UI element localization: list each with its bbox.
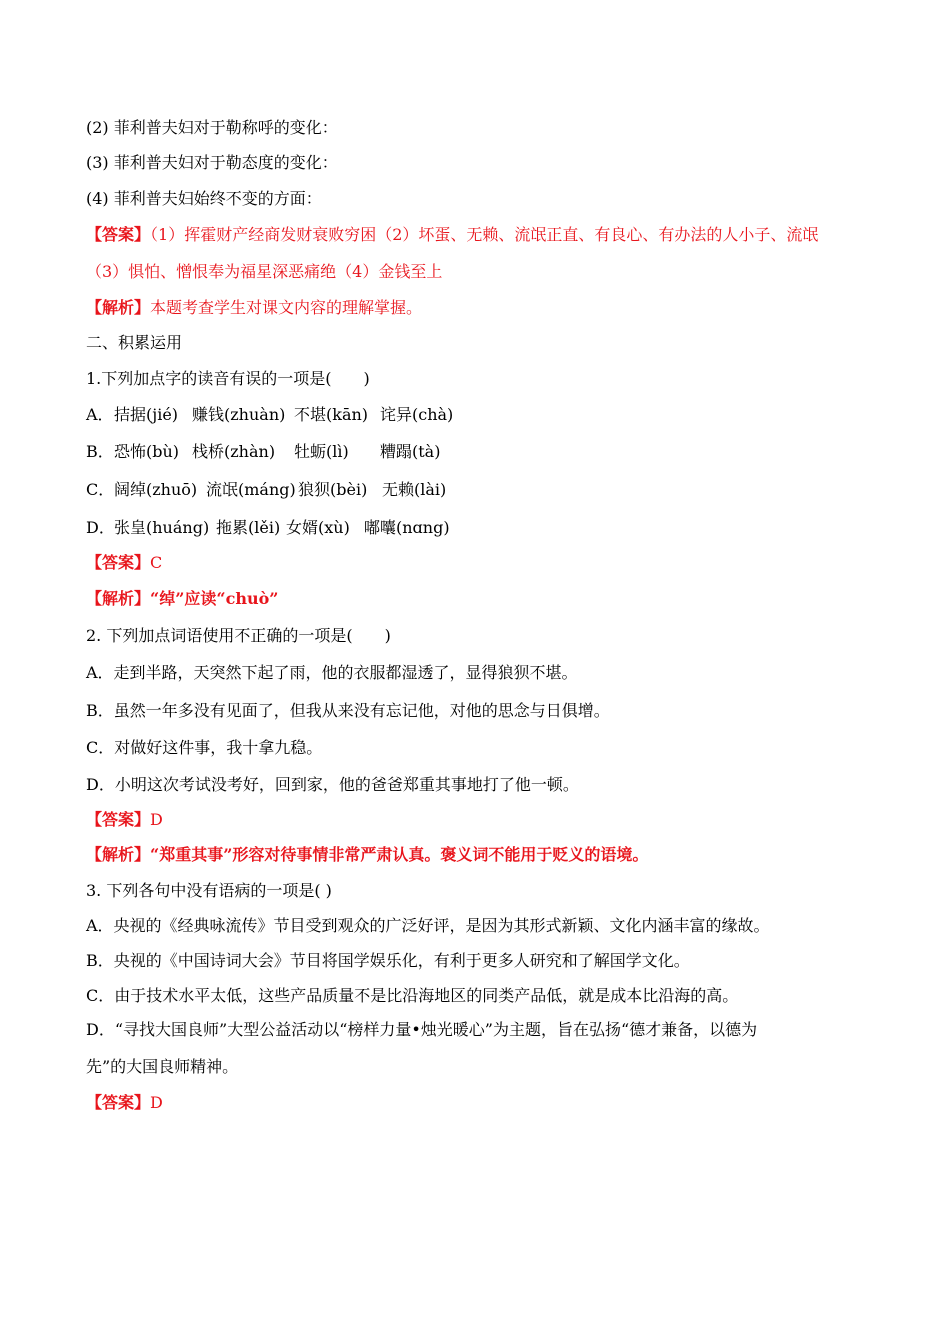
question-text: 3. 下列各句中没有语病的一项是( ): [86, 881, 332, 900]
answer-line: [86, 810, 163, 830]
question-line: [86, 189, 322, 209]
option-letter: D．: [86, 518, 115, 537]
question-stem: [86, 626, 391, 646]
explanation-tag: 【解析】: [86, 845, 151, 864]
option-line: [86, 1020, 757, 1040]
explanation-text: “绰”应读“chuò”: [150, 589, 279, 608]
option-letter: C．: [86, 480, 115, 499]
option-text: A．央视的《经典咏流传》节目受到观众的广泛好评，是因为其形式新颖、文化内涵丰富的缘故。: [86, 916, 770, 935]
option-row: [86, 442, 440, 462]
option-item: 阔绰(zhuō): [114, 480, 198, 499]
option-text: B．央视的《中国诗词大会》节目将国学娱乐化，有利于更多人研究和了解国学文化。: [86, 951, 690, 970]
question-text: (2) 菲利普夫妇对于勒称呼的变化：: [86, 118, 338, 137]
option-item: 不堪(kān): [294, 405, 369, 424]
option-text: B．虽然一年多没有见面了，但我从来没有忘记他，对他的思念与日俱增。: [86, 701, 610, 720]
option-letter: B．: [86, 442, 114, 461]
option-item: 糟蹋(tà): [380, 442, 441, 461]
answer-line: [86, 262, 442, 282]
option-line: [86, 1057, 238, 1077]
option-text: C．由于技术水平太低，这些产品质量不是比沿海地区的同类产品低，就是成本比沿海的高。: [86, 986, 739, 1005]
option-row: [86, 405, 453, 425]
option-text: C．对做好这件事，我十拿九稳。: [86, 738, 323, 757]
option-line: [86, 986, 738, 1006]
answer-text: D: [150, 1093, 163, 1112]
option-item: 拖累(lěi): [216, 518, 281, 537]
explanation-tag: 【解析】: [86, 589, 151, 608]
option-line: [86, 775, 579, 795]
section-heading: [86, 333, 182, 353]
answer-tag: 【答案】: [86, 810, 151, 829]
option-item: 拮据(jié): [114, 405, 179, 424]
option-row: [86, 480, 446, 500]
option-line: [86, 951, 690, 971]
option-item: 张皇(huáng): [114, 518, 210, 537]
option-item: 女婿(xù): [286, 518, 350, 537]
option-item: 无赖(lài): [382, 480, 447, 499]
option-item: 诧异(chà): [380, 405, 454, 424]
answer-line: [86, 1093, 163, 1113]
answer-line: [86, 553, 162, 573]
explanation-text: “郑重其事”形容对待事情非常严肃认真。褒义词不能用于贬义的语境。: [150, 845, 649, 864]
question-text: (4) 菲利普夫妇始终不变的方面：: [86, 189, 322, 208]
option-text: D．“寻找大国良师”大型公益活动以“榜样力量•烛光暖心”为主题，旨在弘扬“德才兼备，以德为: [86, 1020, 758, 1039]
question-stem: [86, 369, 370, 389]
option-item: 赚钱(zhuàn): [192, 405, 286, 424]
option-line: [86, 738, 322, 758]
answer-tag: 【答案】: [86, 1093, 151, 1112]
option-line: [86, 701, 610, 721]
option-text: 先”的大国良师精神。: [86, 1057, 239, 1076]
option-item: 恐怖(bù): [114, 442, 180, 461]
option-item: 栈桥(zhàn): [192, 442, 276, 461]
question-line: [86, 118, 338, 138]
question-text: 2. 下列加点词语使用不正确的一项是( ): [86, 626, 391, 645]
option-line: [86, 916, 770, 936]
answer-text: C: [150, 553, 163, 572]
explanation-line: [86, 298, 422, 318]
option-text: A．走到半路，天突然下起了雨，他的衣服都湿透了，显得狼狈不堪。: [86, 663, 578, 682]
question-stem: [86, 881, 332, 901]
option-letter: A．: [86, 405, 114, 424]
answer-tag: 【答案】: [86, 225, 151, 244]
explanation-line: [86, 845, 648, 865]
answer-tag: 【答案】: [86, 553, 151, 572]
explanation-text: 本题考查学生对课文内容的理解掌握。: [150, 298, 423, 317]
question-text: 1.下列加点字的读音有误的一项是( ): [86, 369, 370, 388]
explanation-line: [86, 589, 279, 609]
option-item: 嘟囔(nɑng): [364, 518, 450, 537]
answer-line: [86, 225, 818, 245]
option-item: 牡蛎(lì): [294, 442, 349, 461]
answer-text: （1）挥霍财产经商发财衰败穷困（2）坏蛋、无赖、流氓正直、有良心、有办法的人小子、流氓: [150, 225, 819, 244]
option-row: [86, 518, 450, 538]
question-line: [86, 153, 338, 173]
answer-text: （3）惧怕、憎恨奉为福星深恶痛绝（4）金钱至上: [86, 262, 443, 281]
option-line: [86, 663, 578, 683]
explanation-tag: 【解析】: [86, 298, 151, 317]
answer-text: D: [150, 810, 163, 829]
option-item: 流氓(máng): [206, 480, 296, 499]
question-text: (3) 菲利普夫妇对于勒态度的变化：: [86, 153, 338, 172]
section-title: 二、积累运用: [86, 333, 183, 352]
option-item: 狼狈(bèi): [298, 480, 368, 499]
option-text: D．小明这次考试没考好，回到家，他的爸爸郑重其事地打了他一顿。: [86, 775, 579, 794]
